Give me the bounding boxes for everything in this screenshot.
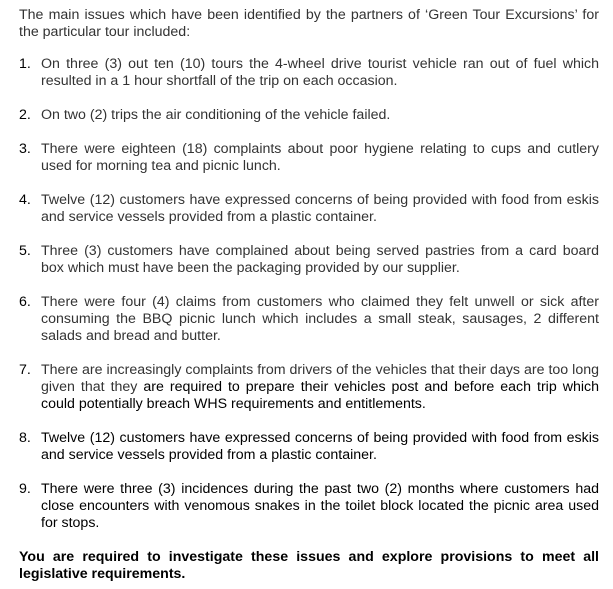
item-number: 4. xyxy=(19,192,31,208)
item-text-part1: There are increasingly complaints from drivers of the vehicles that their days are too long given that they xyxy=(41,362,599,395)
list-item xyxy=(19,430,599,464)
item-text: Twelve (12) customers have expressed concerns of being provided with food from eskis and service vessels provided from a plastic container. xyxy=(41,430,599,463)
list-item xyxy=(19,192,599,226)
item-number: 7. xyxy=(19,362,31,378)
item-number: 3. xyxy=(19,141,31,157)
list-item xyxy=(19,243,599,277)
item-text: There were eighteen (18) complaints about poor hygiene relating to cups and cutlery used for morning tea and picnic lunch. xyxy=(41,141,599,174)
item-number: 9. xyxy=(19,481,31,497)
item-number: 1. xyxy=(19,56,31,72)
list-item xyxy=(19,141,599,175)
closing-instruction: You are required to investigate these issues and explore provisions to meet all legislative requirements. xyxy=(19,549,599,582)
list-item xyxy=(19,481,599,532)
item-text: Twelve (12) customers have expressed concerns of being provided with food from eskis and service vessels provided from a plastic container. xyxy=(41,192,599,225)
item-text: There were three (3) incidences during the past two (2) months where customers had close encounters with venomous snakes in the toilet block located the picnic area used for stops. xyxy=(41,481,599,531)
list-item xyxy=(19,294,599,345)
item-text: Three (3) customers have complained about being served pastries from a card board box which must have been the packaging provided by our supplier. xyxy=(41,243,599,276)
item-text: There were four (4) claims from customers who claimed they felt unwell or sick after consuming the BBQ picnic lunch which includes a small steak, sausages, 2 different salads and bread and butter. xyxy=(41,294,599,344)
issues-list xyxy=(19,56,599,532)
item-number: 5. xyxy=(19,243,31,259)
list-item xyxy=(19,56,599,90)
item-number: 8. xyxy=(19,430,31,446)
list-item xyxy=(19,362,599,413)
item-text xyxy=(41,362,599,413)
item-number: 2. xyxy=(19,107,31,123)
item-text: On two (2) trips the air conditioning of the vehicle failed. xyxy=(41,107,391,123)
item-text: On three (3) out ten (10) tours the 4-wheel drive tourist vehicle ran out of fuel which resulted in a 1 hour shortfall of the trip on each occasion. xyxy=(41,56,599,89)
intro-paragraph: The main issues which have been identified by the partners of ‘Green Tour Excursions’ for the particular tour included: xyxy=(19,7,599,40)
list-item xyxy=(19,107,599,124)
item-text-part2: are required to prepare their vehicles post and before each trip which could potentially breach WHS requirements and entitlements. xyxy=(41,379,600,412)
item-number: 6. xyxy=(19,294,31,310)
